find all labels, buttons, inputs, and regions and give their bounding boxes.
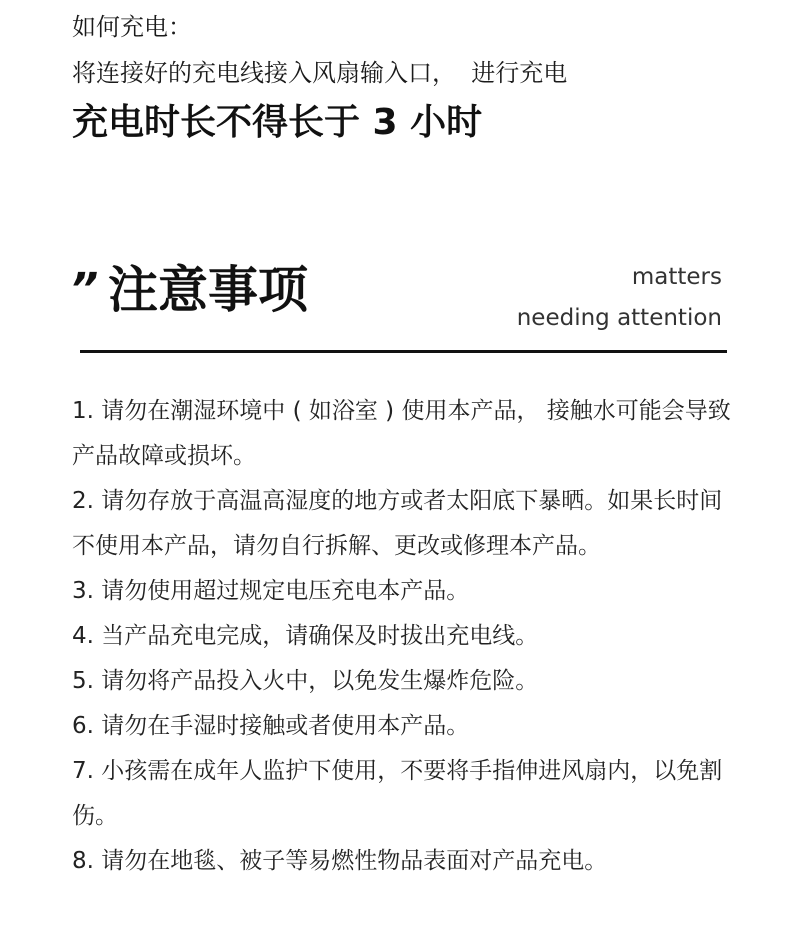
- attention-title: 注意事项: [108, 261, 308, 319]
- note-item-1: 1. 请勿在潮湿环境中 ( 如浴室 ) 使用本产品， 接触水可能会导致产品故障或损坏。: [72, 398, 731, 469]
- note-item-6: 6. 请勿在手湿时接触或者使用本产品。: [72, 713, 470, 739]
- note-item-3: 3. 请勿使用超过规定电压充电本产品。: [72, 578, 470, 604]
- note-item-4: 4. 当产品充电完成，请确保及时拔出充电线。: [72, 623, 539, 649]
- note-item-2: 2. 请勿存放于高温高湿度的地方或者太阳底下暴晒。如果长时间不使用本产品，请勿自行拆解、更改或修理本产品。: [72, 488, 723, 559]
- attention-subtitle-line2: needing attention: [516, 305, 722, 331]
- note-item-8: 8. 请勿在地毯、被子等易燃性物品表面对产品充电。: [72, 848, 608, 874]
- section-divider: [80, 350, 727, 353]
- note-item-5: 5. 请勿将产品投入火中，以免发生爆炸危险。: [72, 668, 539, 694]
- attention-subtitle-line1: matters: [631, 264, 722, 290]
- attention-notes-list: [72, 389, 732, 884]
- note-item-7: 7. 小孩需在成年人监护下使用，不要将手指伸进风扇内，以免割伤。: [72, 758, 723, 829]
- charging-duration-note: 充电时长不得长于 3 小时: [72, 102, 483, 143]
- charging-heading: 如何充电：: [72, 13, 192, 41]
- charging-instruction: 将连接好的充电线接入风扇输入口， 进行充电: [72, 59, 568, 87]
- quote-mark-icon: ”: [70, 264, 99, 315]
